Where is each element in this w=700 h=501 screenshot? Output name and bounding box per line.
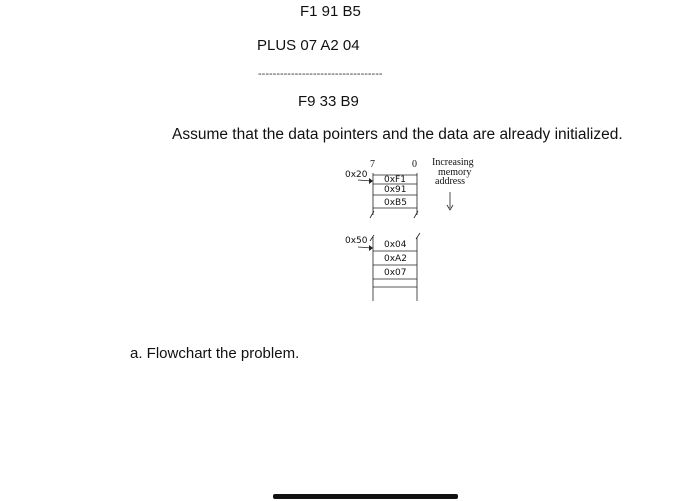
address-0x20: 0x20 bbox=[345, 170, 368, 180]
mem-cell: 0x07 bbox=[384, 268, 407, 278]
mem-cell: 0xA2 bbox=[384, 254, 407, 264]
question-a: a. Flowchart the problem. bbox=[130, 345, 300, 362]
result-line: F9 33 B9 bbox=[298, 93, 359, 110]
bit-7-label: 7 bbox=[370, 159, 375, 170]
operation-line: PLUS 07 A2 04 bbox=[257, 37, 360, 54]
note-memory: memory bbox=[438, 167, 472, 178]
mem-cell: 0x04 bbox=[384, 240, 407, 250]
home-indicator-bar[interactable] bbox=[273, 494, 458, 499]
address-0x50: 0x50 bbox=[345, 236, 368, 246]
separator-line: ---------------------------------- bbox=[258, 68, 383, 80]
bit-0-label: 0 bbox=[412, 159, 417, 170]
note-address: address bbox=[435, 176, 465, 187]
mem-cell: 0x91 bbox=[384, 185, 407, 195]
mem-cell: 0xF1 bbox=[384, 175, 406, 185]
operand-1: F1 91 B5 bbox=[300, 3, 361, 20]
assumption-text: Assume that the data pointers and the data are already initialized. bbox=[172, 126, 623, 143]
mem-cell: 0xB5 bbox=[384, 198, 407, 208]
note-increasing: Increasing bbox=[432, 157, 474, 168]
